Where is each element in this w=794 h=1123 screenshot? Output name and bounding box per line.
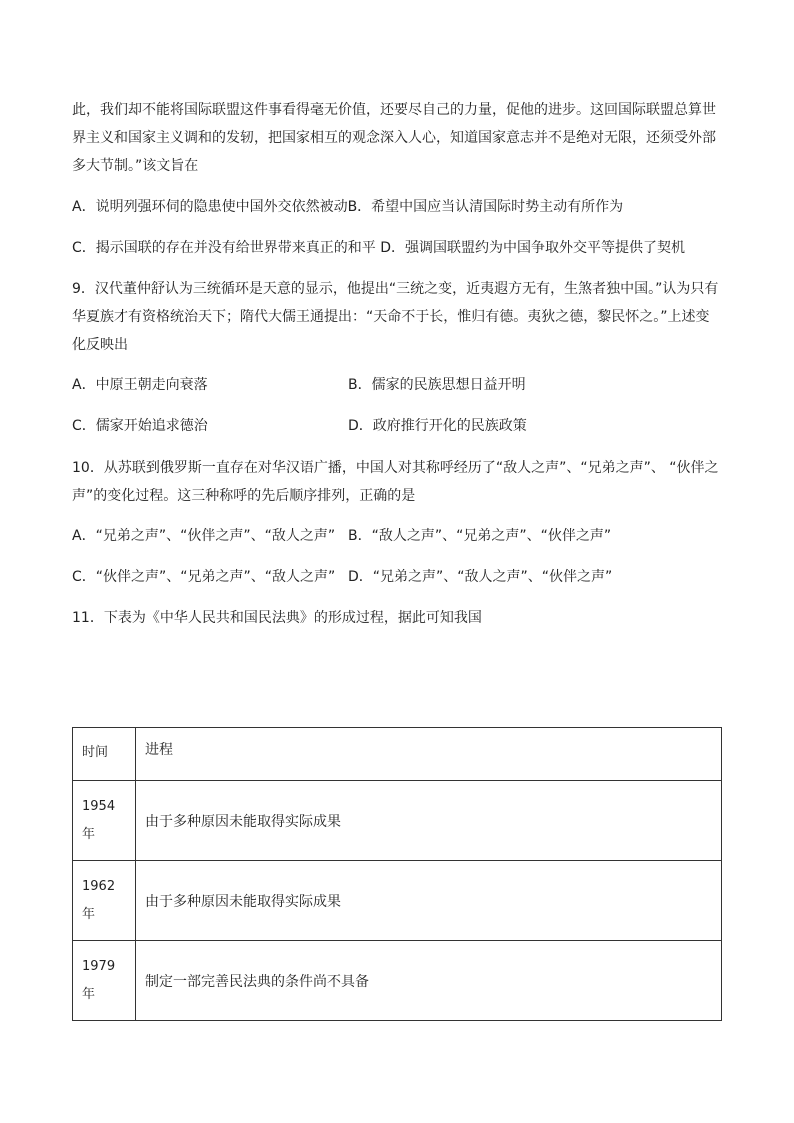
year-unit: 年 <box>82 906 96 922</box>
year-number: 1962 <box>82 878 116 894</box>
table-cell-year <box>73 941 136 1021</box>
table-cell-process: 由于多种原因未能取得实际成果 <box>136 781 722 861</box>
q10-stem-line-1: 10．从苏联到俄罗斯一直存在对华汉语广播，中国人对其称呼经历了“敌人之声”、“兄弟之声”、 “伙伴之 <box>72 460 719 476</box>
year-number: 1979 <box>82 958 116 974</box>
q10-option-d: D．“兄弟之声”、“敌人之声”、“伙伴之声” <box>348 569 613 585</box>
q11-stem: 11．下表为《中华人民共和国民法典》的形成过程，据此可知我国 <box>72 610 482 626</box>
q8-stem-line-1: 此，我们却不能将国际联盟这件事看得毫无价值，还要尽自己的力量，促他的进步。这回国际联盟总算世 <box>72 102 716 118</box>
q9-stem-line-2: 华夏族才有资格统治天下；隋代大儒王通提出：“天命不于长，惟归有德。夷狄之德，黎民怀之。”上述变 <box>72 309 710 325</box>
table-cell-year <box>73 781 136 861</box>
q9-option-a: A．中原王朝走向衰落 <box>72 377 208 393</box>
q9-option-c: C．儒家开始追求德治 <box>72 418 208 434</box>
table-cell-year <box>73 861 136 941</box>
q8-options-ab: A．说明列强环伺的隐患使中国外交依然被动B．希望中国应当认清国际时势主动有所作为 <box>72 199 624 215</box>
year-unit: 年 <box>82 986 96 1002</box>
q10-option-c: C．“伙伴之声”、“兄弟之声”、“敌人之声” <box>72 569 336 585</box>
table-row <box>73 941 722 1021</box>
q10-options-row-1 <box>72 526 722 546</box>
table-row <box>73 861 722 941</box>
q8-stem-line-2: 界主义和国家主义调和的发轫，把国家相互的观念深入人心，知道国家意志并不是绝对无限，还须受外部 <box>72 130 716 146</box>
q10-option-b: B．“敌人之声”、“兄弟之声”、“伙伴之声” <box>348 528 612 544</box>
table-cell-process: 制定一部完善民法典的条件尚不具备 <box>136 941 722 1021</box>
table-row <box>73 781 722 861</box>
q9-options-row-1 <box>72 375 722 395</box>
q10-stem-line-2: 声”的变化过程。这三种称呼的先后顺序排列，正确的是 <box>72 488 416 504</box>
civil-code-table <box>72 727 722 1021</box>
table-cell-process: 由于多种原因未能取得实际成果 <box>136 861 722 941</box>
table-header-row <box>73 728 722 781</box>
year-number: 1954 <box>82 798 116 814</box>
q9-option-b: B．儒家的民族思想日益开明 <box>348 377 526 393</box>
table-header-time: 时间 <box>73 728 136 781</box>
q8-stem-line-3: 多大节制。”该文旨在 <box>72 158 199 174</box>
year-unit: 年 <box>82 826 96 842</box>
q9-stem-line-3: 化反映出 <box>72 337 128 353</box>
q10-option-a: A．“兄弟之声”、“伙伴之声”、“敌人之声” <box>72 528 336 544</box>
q10-options-row-2 <box>72 567 722 587</box>
q9-stem-line-1: 9．汉代董仲舒认为三统循环是天意的显示，他提出“三统之变，近夷遐方无有，生煞者独中国。”认为只有 <box>72 281 719 297</box>
q9-option-d: D．政府推行开化的民族政策 <box>348 418 527 434</box>
table-header-process: 进程 <box>136 728 722 781</box>
q9-options-row-2 <box>72 416 722 436</box>
q8-options-cd: C．揭示国联的存在并没有给世界带来真正的和平 D．强调国联盟约为中国争取外交平等提供了契机 <box>72 240 686 256</box>
